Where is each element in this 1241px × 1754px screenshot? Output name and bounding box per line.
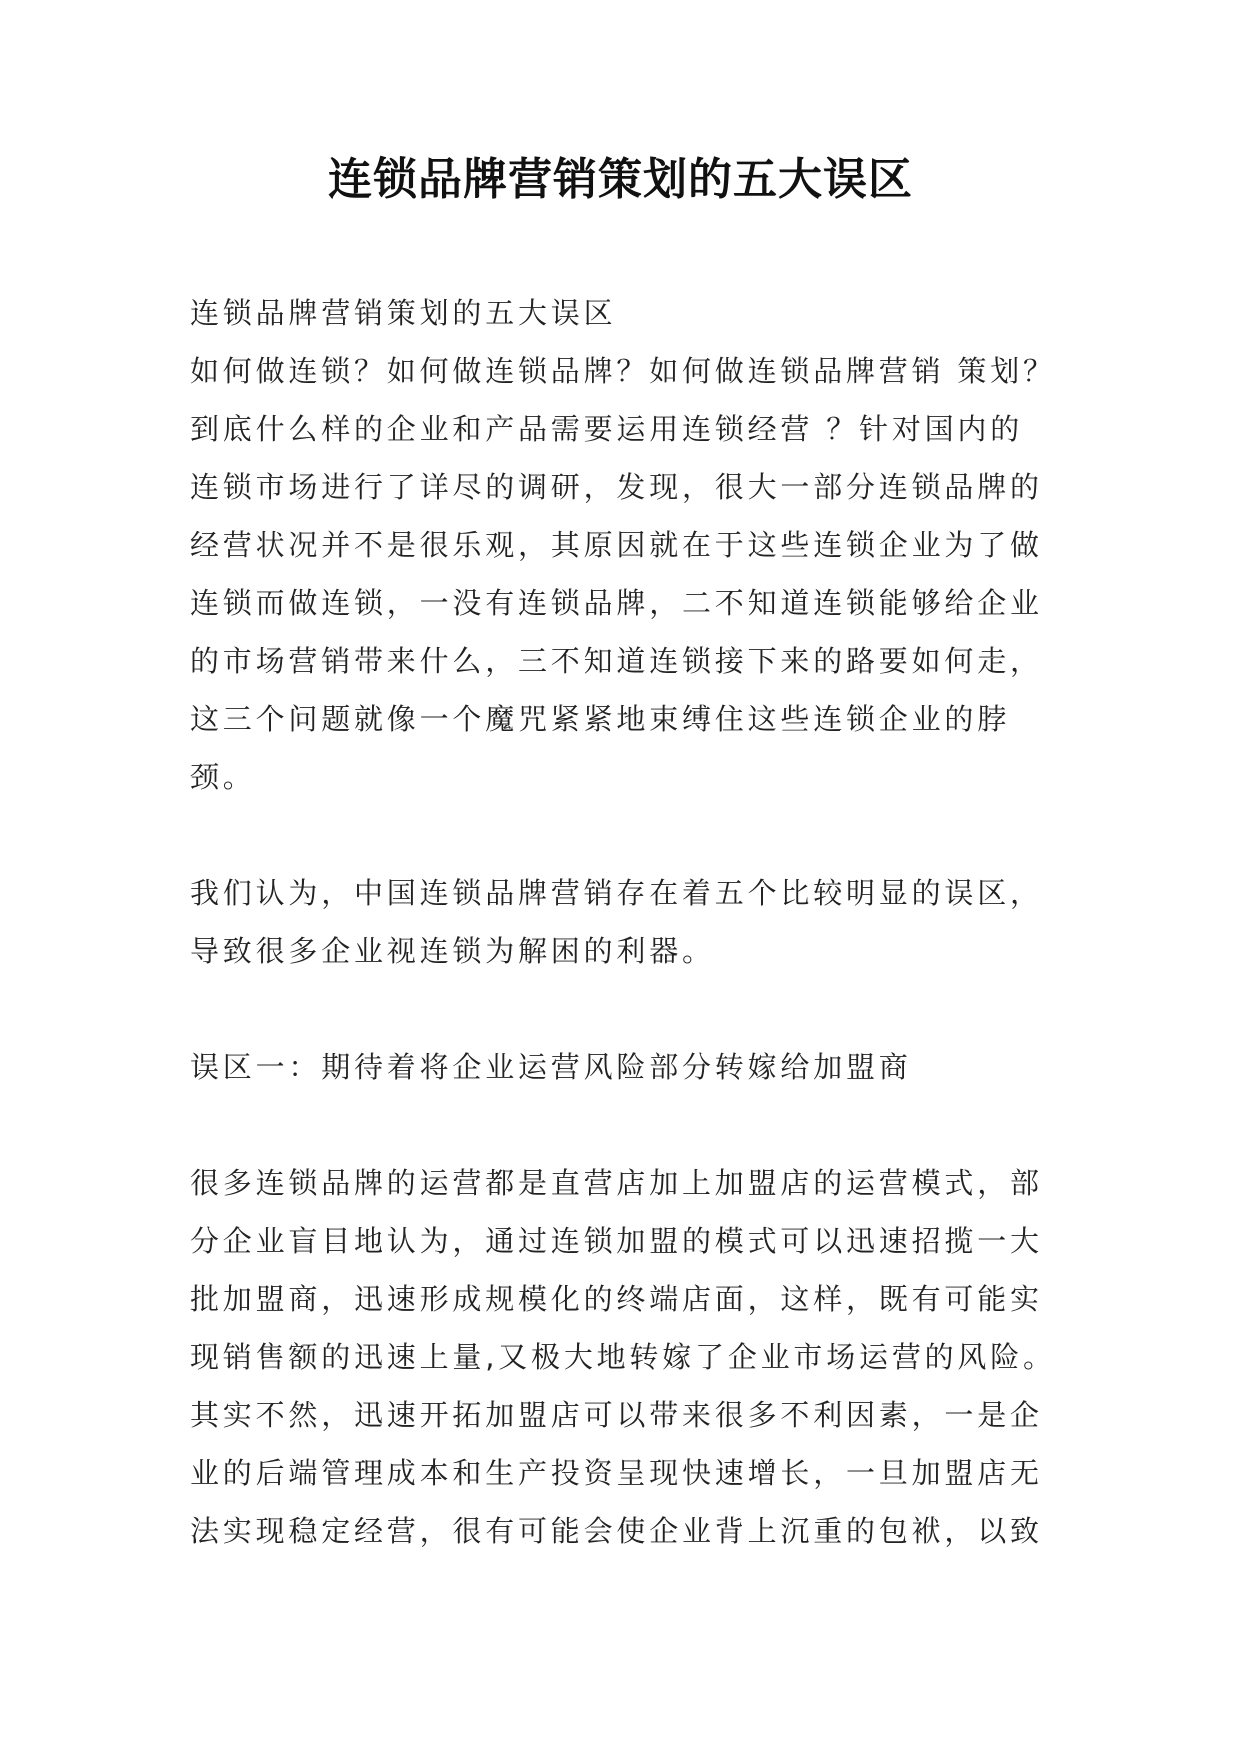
text-line: 我们认为，中国连锁品牌营销存在着五个比较明显的误区，	[190, 876, 1043, 910]
paragraph-section-one	[190, 1154, 1070, 1560]
text-line: 误区一：期待着将企业运营风险部分转嫁给加盟商	[190, 1050, 912, 1084]
text-line: 分企业盲目地认为，通过连锁加盟的模式可以迅速招揽一大	[190, 1224, 1043, 1258]
paragraph-gap	[190, 980, 1070, 1038]
text-line: 连锁而做连锁，一没有连锁品牌，二不知道连锁能够给企业	[190, 586, 1043, 620]
text-line: 如何做连锁？如何做连锁品牌？如何做连锁品牌营销 策划？	[190, 354, 1056, 388]
text-line: 连锁市场进行了详尽的调研，发现，很大一部分连锁品牌的	[190, 470, 1043, 504]
paragraph-gap	[190, 806, 1070, 864]
document-title: 连锁品牌营销策划的五大误区	[328, 154, 913, 205]
text-line: 批加盟商，迅速形成规模化的终端店面，这样，既有可能实	[190, 1282, 1043, 1316]
text-line: 导致很多企业视连锁为解困的利器。	[190, 934, 715, 968]
text-line: 这三个问题就像一个魔咒紧紧地束缚住这些连锁企业的脖	[190, 702, 1011, 736]
paragraph-subtitle	[190, 284, 1070, 342]
paragraph-opinion	[190, 864, 1070, 980]
text-line: 经营状况并不是很乐观，其原因就在于这些连锁企业为了做	[190, 528, 1043, 562]
text-line: 到底什么样的企业和产品需要运用连锁经营 ？针对国内的	[190, 412, 1024, 446]
section-heading	[190, 1038, 1070, 1096]
document-body	[190, 284, 1070, 1560]
text-line: 现销售额的迅速上量,又极大地转嫁了企业市场运营的风险。	[190, 1340, 1056, 1374]
text-line: 连锁品牌营销策划的五大误区	[190, 296, 617, 330]
paragraph-intro	[190, 342, 1070, 806]
text-line: 的市场营销带来什么，三不知道连锁接下来的路要如何走，	[190, 644, 1043, 678]
text-line: 很多连锁品牌的运营都是直营店加上加盟店的运营模式，部	[190, 1166, 1043, 1200]
text-line: 其实不然，迅速开拓加盟店可以带来很多不利因素，一是企	[190, 1398, 1043, 1432]
text-line: 颈。	[190, 760, 256, 794]
text-line: 法实现稳定经营，很有可能会使企业背上沉重的包袱，以致	[190, 1514, 1043, 1548]
paragraph-gap	[190, 1096, 1070, 1154]
text-line: 业的后端管理成本和生产投资呈现快速增长，一旦加盟店无	[190, 1456, 1043, 1490]
